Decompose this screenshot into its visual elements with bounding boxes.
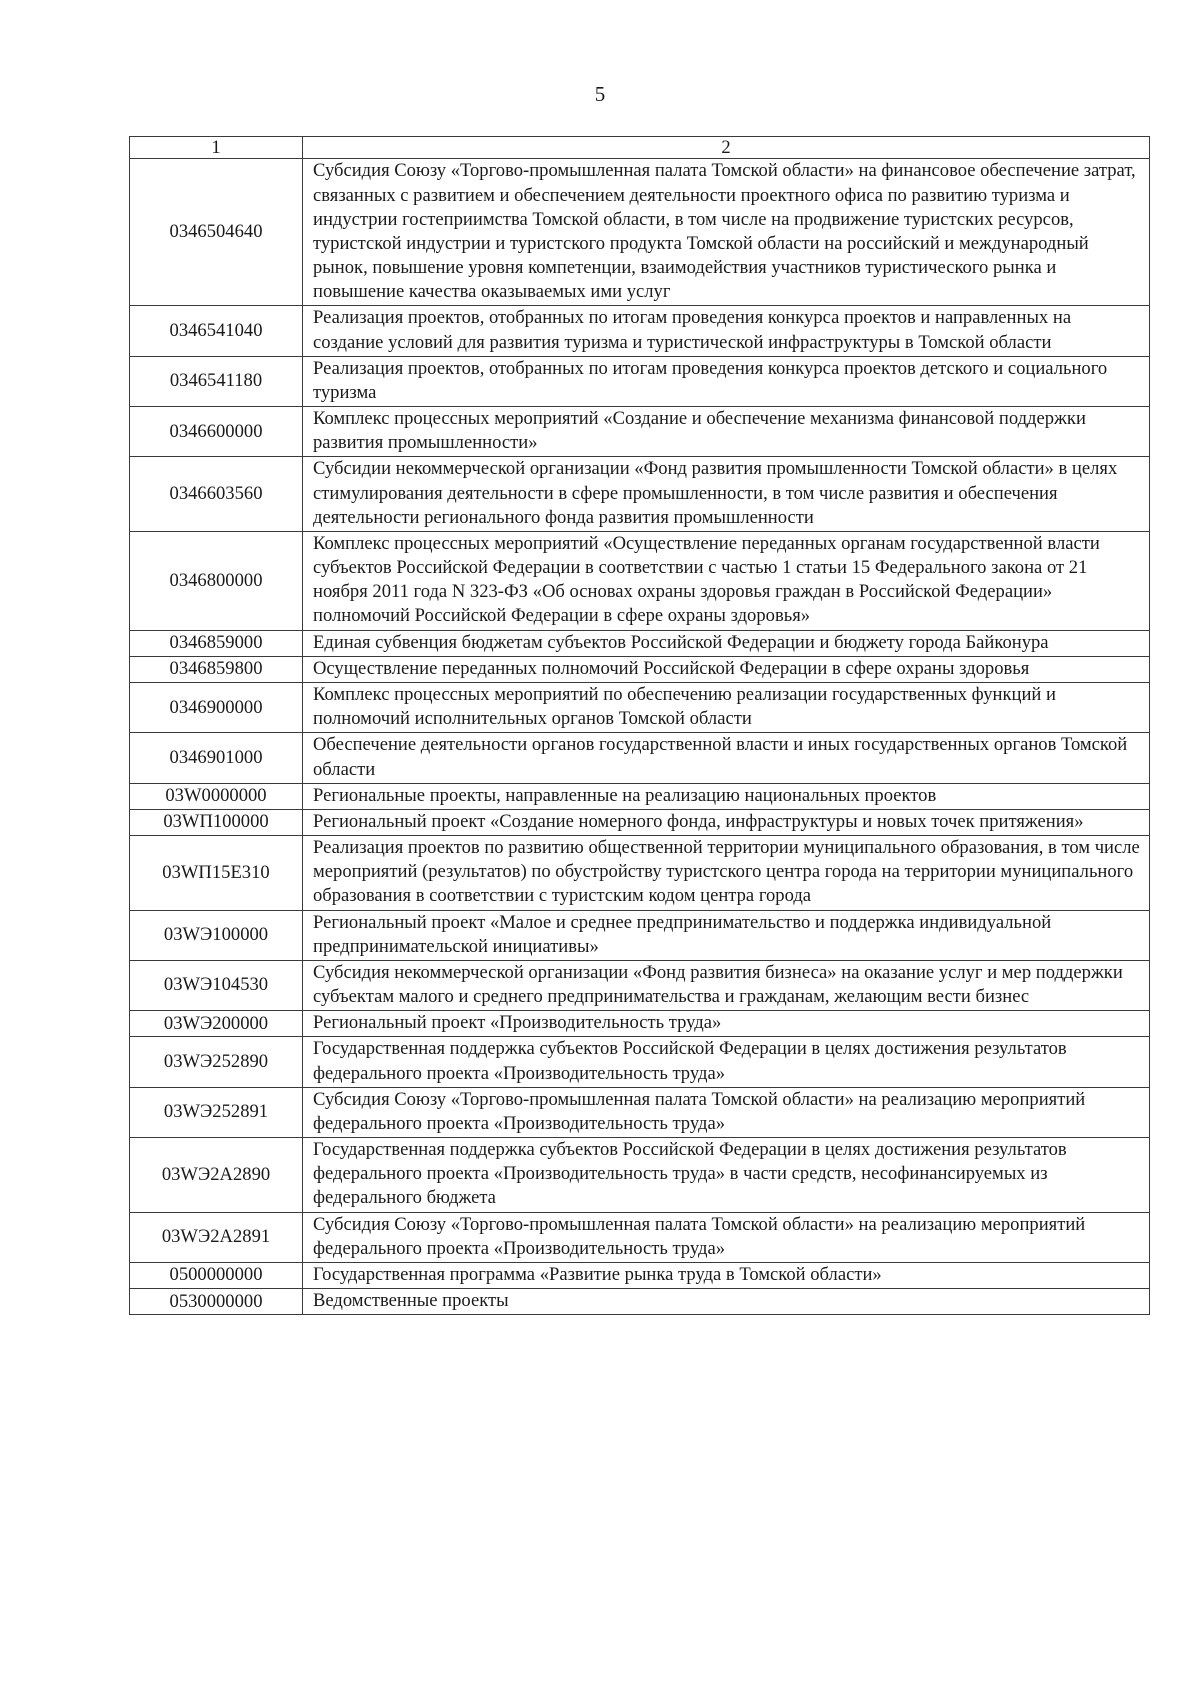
table-row	[130, 656, 1150, 682]
row-description: Осуществление переданных полномочий Российской Федерации в сфере охраны здоровья	[303, 656, 1150, 682]
page-number: 5	[594, 82, 606, 106]
row-code: 03WЭ200000	[130, 1011, 303, 1037]
budget-classification-table	[129, 136, 1150, 1315]
row-description: Комплекс процессных мероприятий «Создание и обеспечение механизма финансовой поддержки развития промышленности»	[303, 407, 1150, 457]
row-description: Региональный проект «Малое и среднее предпринимательство и поддержка индивидуальной предпринимательской инициативы»	[303, 910, 1150, 960]
table-row	[130, 1011, 1150, 1037]
table-row	[130, 1262, 1150, 1288]
row-code: 03WЭ252890	[130, 1037, 303, 1087]
row-description: Реализация проектов, отобранных по итогам проведения конкурса проектов детского и социального туризма	[303, 356, 1150, 406]
table-row	[130, 809, 1150, 835]
table-row	[130, 1289, 1150, 1315]
row-code: 0346504640	[130, 159, 303, 306]
table-row	[130, 1212, 1150, 1262]
table-row	[130, 306, 1150, 356]
row-description: Государственная поддержка субъектов Российской Федерации в целях достижения результатов федерального проекта «Производительность труда»	[303, 1037, 1150, 1087]
table-row	[130, 1138, 1150, 1213]
row-code: 0346600000	[130, 407, 303, 457]
row-code: 0346900000	[130, 682, 303, 732]
table-row	[130, 1037, 1150, 1087]
table-row	[130, 457, 1150, 532]
row-description: Государственная поддержка субъектов Российской Федерации в целях достижения результатов федерального проекта «Производительность труда» в части средств, несофинансируемых из федерального бюджета	[303, 1138, 1150, 1213]
row-code: 03W0000000	[130, 783, 303, 809]
row-description: Единая субвенция бюджетам субъектов Российской Федерации и бюджету города Байконура	[303, 630, 1150, 656]
row-description: Субсидия Союзу «Торгово-промышленная палата Томской области» на реализацию мероприятий федерального проекта «Производительность труда»	[303, 1212, 1150, 1262]
row-code: 03WП15Е310	[130, 836, 303, 911]
table-row	[130, 910, 1150, 960]
table-body	[130, 159, 1150, 1315]
table-row	[130, 159, 1150, 306]
row-code: 0346800000	[130, 531, 303, 630]
row-description: Субсидия некоммерческой организации «Фонд развития бизнеса» на оказание услуг и мер поддержки субъектам малого и среднего предпринимательства и гражданам, желающим вести бизнес	[303, 960, 1150, 1010]
table-row	[130, 407, 1150, 457]
row-description: Комплекс процессных мероприятий «Осуществление переданных органам государственной власти субъектов Российской Федерации в соответствии с частью 1 статьи 15 Федерального закона от 21 ноября 2011 года N 323-ФЗ «Об основах охраны здоровья граждан в Российской Федерации» полномочий Российской Федерации в сфере охраны здоровья»	[303, 531, 1150, 630]
row-description: Ведомственные проекты	[303, 1289, 1150, 1315]
row-description: Региональные проекты, направленные на реализацию национальных проектов	[303, 783, 1150, 809]
table-row	[130, 630, 1150, 656]
row-description: Обеспечение деятельности органов государственной власти и иных государственных органов Томской области	[303, 733, 1150, 783]
table-row	[130, 733, 1150, 783]
row-code: 0346541040	[130, 306, 303, 356]
row-description: Субсидии некоммерческой организации «Фонд развития промышленности Томской области» в целях стимулирования деятельности в сфере промышленности, в том числе развития и обеспечения деятельности регионального фонда развития промышленности	[303, 457, 1150, 532]
row-description: Региональный проект «Создание номерного фонда, инфраструктуры и новых точек притяжения»	[303, 809, 1150, 835]
row-code: 03WЭ252891	[130, 1087, 303, 1137]
row-code: 0346859800	[130, 656, 303, 682]
row-description: Государственная программа «Развитие рынка труда в Томской области»	[303, 1262, 1150, 1288]
row-code: 0530000000	[130, 1289, 303, 1315]
table-row	[130, 783, 1150, 809]
row-code: 03WЭ100000	[130, 910, 303, 960]
row-code: 03WП100000	[130, 809, 303, 835]
table-row	[130, 960, 1150, 1010]
row-description: Субсидия Союзу «Торгово-промышленная палата Томской области» на финансовое обеспечение затрат, связанных с развитием и обеспечением деятельности проектного офиса по развитию туризма и индустрии гостеприимства Томской области, в том числе на продвижение туристских ресурсов, туристской индустрии и туристского продукта Томской области на российский и международный рынок, повышение уровня компетенции, взаимодействия участников туристического рынка и повышение качества оказываемых ими услуг	[303, 159, 1150, 306]
table-row	[130, 356, 1150, 406]
row-code: 03WЭ2А2891	[130, 1212, 303, 1262]
row-code: 03WЭ104530	[130, 960, 303, 1010]
table-row	[130, 531, 1150, 630]
row-code: 0500000000	[130, 1262, 303, 1288]
row-description: Комплекс процессных мероприятий по обеспечению реализации государственных функций и полномочий исполнительных органов Томской области	[303, 682, 1150, 732]
row-description: Региональный проект «Производительность труда»	[303, 1011, 1150, 1037]
row-code: 03WЭ2А2890	[130, 1138, 303, 1213]
column-header-2: 2	[303, 137, 1150, 159]
row-code: 0346541180	[130, 356, 303, 406]
column-header-1: 1	[130, 137, 303, 159]
row-description: Реализация проектов по развитию общественной территории муниципального образования, в том числе мероприятий (результатов) по обустройству туристского центра города на территории муниципального образования в соответствии с туристским кодом центра города	[303, 836, 1150, 911]
table-header-row	[130, 137, 1150, 159]
table-row	[130, 682, 1150, 732]
table-row	[130, 1087, 1150, 1137]
row-description: Субсидия Союзу «Торгово-промышленная палата Томской области» на реализацию мероприятий федерального проекта «Производительность труда»	[303, 1087, 1150, 1137]
table-row	[130, 836, 1150, 911]
row-code: 0346859000	[130, 630, 303, 656]
row-description: Реализация проектов, отобранных по итогам проведения конкурса проектов и направленных на создание условий для развития туризма и туристической инфраструктуры в Томской области	[303, 306, 1150, 356]
row-code: 0346901000	[130, 733, 303, 783]
row-code: 0346603560	[130, 457, 303, 532]
